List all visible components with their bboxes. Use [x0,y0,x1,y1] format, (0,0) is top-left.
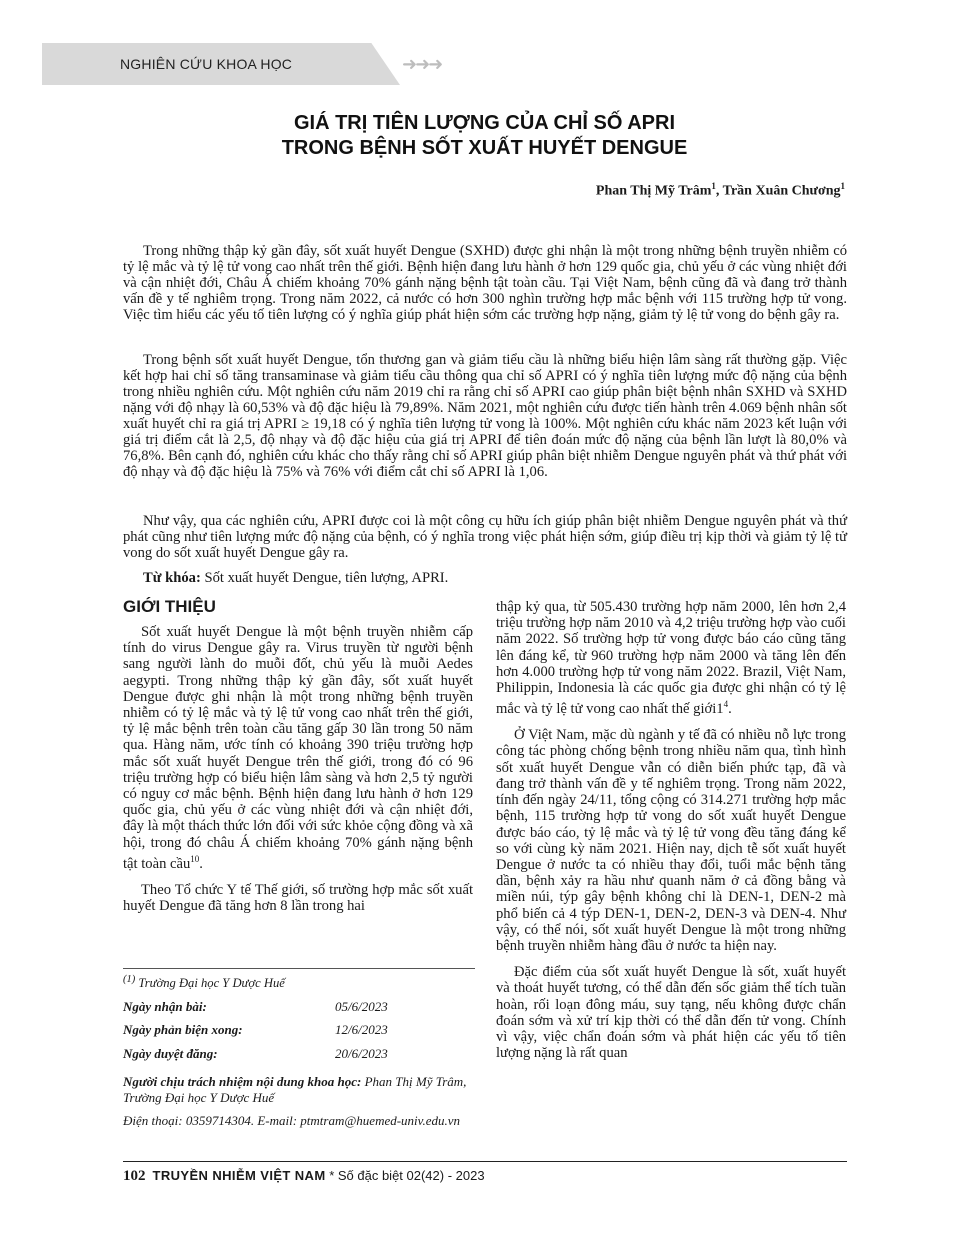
left-paragraph-1-end: . [199,855,203,872]
issue-info: * Số đặc biệt 02(42) - 2023 [325,1168,485,1183]
journal-name: TRUYỀN NHIỄM VIỆT NAM [152,1168,326,1183]
reviewed-date-row [123,1022,388,1038]
keywords-label: Từ khóa: [143,570,201,586]
abstract-paragraph-1-text: Trong những thập kỷ gần đây, sốt xuất huyết Dengue (SXHD) được ghi nhận là một trong những bệnh truyền nhiễm có tỷ lệ mắc và tỷ lệ tử vong cao nhất trên thế giới. Bệnh hiện đang lưu hành ở hơn 129 quốc gia, chủ yếu ở các vùng nhiệt đới và cận nhiệt đới, Châu Á chiếm khoảng 70% gánh nặng bệnh tật toàn cầu. Tại Việt Nam, bệnh cũng đã và đang trở thành vấn đề y tế nghiêm trọng. Trong năm 2022, cả nước có hơn 300 nghìn trường hợp mắc bệnh với 115 trường hợp tử vong. Việc tìm hiểu các yếu tố tiên lượng có ý nghĩa giúp phát hiện sớm các trường hợp nặng, giảm tỷ lệ tử vong do bệnh gây ra. [123,243,847,323]
accepted-label: Ngày duyệt đăng: [123,1046,218,1061]
contact-info: Điện thoại: 0359714304. E-mail: ptmtram@huemed-univ.edu.vn [123,1113,461,1128]
left-paragraph-1-text: Sốt xuất huyết Dengue là một bệnh truyền nhiễm cấp tính do virus Dengue gây ra. Virus truyền từ người bệnh sang người lành do muỗi đốt, chủ yếu là muỗi Aedes aegypti. Trong những thập kỷ gần đây, sốt xuất huyết Dengue được ghi nhận là một trong những bệnh truyền nhiễm có tỷ lệ mắc và tỷ lệ tử vong cao nhất trên thế giới, tỷ lệ mắc bệnh trên toàn cầu tăng gấp 30 lần trong 50 năm qua. Hàng năm, ước tính có khoảng 390 triệu trường hợp mắc sốt xuất huyết Dengue trên thế giới, trong đó có 96 triệu trường hợp có biểu hiện lâm sàng và hơn 2,5 tỷ người có nguy cơ mắc bệnh. Bệnh hiện đang lưu hành ở hơn 129 quốc gia, chủ yếu ở các vùng nhiệt đới và cận nhiệt đới, đây là một thách thức lớn đối với sức khỏe cộng đồng và xã hội, trong đó châu Á chiếm khoảng 70% gánh nặng bệnh tật toàn cầu [123,624,473,872]
accepted-date: 20/6/2023 [335,1046,388,1061]
responsible-person [123,1074,475,1106]
received-date-row [123,999,388,1015]
keywords [143,570,448,587]
citation-sup: 10 [190,853,200,864]
author-2-affiliation: 1 [840,181,845,191]
affiliation-text: Trường Đại học Y Dược Huế [135,976,285,991]
responsible-label: Người chịu trách nhiệm nội dung khoa học: [123,1074,362,1089]
right-paragraph-1-end: . [728,701,732,718]
abstract-paragraph-3 [123,513,847,561]
page-number: 102 [123,1168,146,1184]
affiliation-marker: (1) [123,974,136,985]
received-label: Ngày nhận bài: [123,999,207,1014]
accepted-date-row [123,1046,388,1062]
right-paragraph-2: Ở Việt Nam, mặc dù ngành y tế đã có nhiều nỗ lực trong công tác phòng chống bệnh trong nhiều năm qua, tình hình sốt xuất huyết Dengue vẫn có diễn biến phức tạp, đã và đang trở thành vấn đề y tế nghiêm trọng. Trong năm 2022, tính đến ngày 24/11, tổng cộng có 314.271 trường hợp mắc bệnh, 115 trường hợp tử vong do sốt xuất huyết Dengue được báo cáo, tỷ lệ mắc và tỷ lệ tử vong đều tăng đáng kể so với cùng kỳ năm 2021. Hiện nay, dịch tễ sốt xuất huyết Dengue ở nước ta có nhiều thay đổi, tuổi mắc bệnh tăng dần, bệnh xảy ra hầu như quanh năm ở cả đồng bằng và miền núi, týp gây bệnh không chỉ là DEN-1, DEN-2 mà phổ biến cả 4 týp DEN-1, DEN-2, DEN-3 và DEN-4. Như vậy, có thể nói, sốt xuất huyết Dengue là một trong những bệnh truyền nhiễm hàng đầu ở nước ta hiện nay. [496,727,846,954]
footer [123,1168,485,1185]
left-paragraph-2: Theo Tổ chức Y tế Thế giới, số trường hợp mắc sốt xuất huyết Dengue đã tăng hơn 8 lần trong hai [123,881,473,915]
left-paragraph-1 [123,624,473,872]
arrow-decoration-icon: ➜➜➜ [402,54,442,75]
authors [596,181,845,200]
responsible-text: Phan Thị Mỹ Trâm, Trường Đại học Y Dược Huế [123,1074,467,1105]
right-paragraph-1-text: thập kỷ qua, từ 505.430 trường hợp năm 2000, lên hơn 2,4 triệu trường hợp năm 2010 và 4,2 triệu trường hợp vào cuối năm 2022. Số trường hợp tử vong được báo cáo cũng tăng lên đáng kể, từ 960 trường hợp năm 2000 và tăng lên đến hơn 4.000 trường hợp tử vong năm 2022. Brazil, Việt Nam, Philippin, Indonesia là các quốc gia được ghi nhận có tỷ lệ mắc và tỷ lệ tử vong cao nhất thế giới1 [496,599,846,718]
article-title-line-2: TRONG BỆNH SỐT XUẤT HUYẾT DENGUE [281,137,688,159]
citation-sup: 4 [723,699,729,710]
abstract-paragraph-3-text: Như vậy, qua các nghiên cứu, APRI được coi là một công cụ hữu ích giúp phân biệt nhiễm Dengue nguyên phát và thứ phát cũng như tiên lượng mức độ nặng của bệnh, có ý nghĩa trong việc phát hiện sớm, giúp điều trị kịp thời và giảm tỷ lệ tử vong do sốt xuất huyết Dengue gây ra. [123,513,847,561]
section-label: NGHIÊN CỨU KHOA HỌC [120,56,293,72]
footer-divider [123,1161,847,1162]
left-column [123,624,473,924]
author-separator: , [715,183,723,199]
abstract-paragraph-1 [123,243,847,323]
reviewed-label: Ngày phản biện xong: [123,1022,243,1037]
affiliation [123,974,475,991]
author-2: Trần Xuân Chương [722,183,841,199]
right-column [496,599,846,1071]
abstract-paragraph-2 [123,352,847,480]
received-date: 05/6/2023 [335,999,388,1014]
author-1-affiliation: 1 [711,181,716,191]
right-paragraph-1 [496,599,846,717]
intro-heading: GIỚI THIỆU [123,597,216,616]
reviewed-date: 12/6/2023 [335,1022,388,1037]
right-paragraph-3: Đặc điểm của sốt xuất huyết Dengue là sốt, xuất huyết và thoát huyết tương, có thể dẫn đến sốc giảm thể tích tuần hoàn, rối loạn đông máu, suy tạng, nếu không được chẩn đoán sớm và xử trí kịp thời có thể dẫn đến tử vong. Chính vì vậy, việc chẩn đoán sớm và phát hiện các yếu tố tiên lượng nặng là rất quan [496,964,846,1062]
article-title-line-1: GIÁ TRỊ TIÊN LƯỢNG CỦA CHỈ SỐ APRI [293,112,676,134]
footnote-divider [123,968,475,969]
author-1: Phan Thị Mỹ Trâm [595,183,712,199]
abstract-paragraph-2-text: Trong bệnh sốt xuất huyết Dengue, tổn thương gan và giảm tiểu cầu là những biểu hiện lâm sàng rất thường gặp. Việc kết hợp hai chỉ số tăng transaminase và giảm tiểu cầu thông qua chỉ số APRI có ý nghĩa tiên lượng mức độ nặng của bệnh trong nhiều nghiên cứu. Một nghiên cứu năm 2019 chỉ ra rằng chỉ số APRI cao giúp phân biệt bệnh nhân SXHD và SXHD nặng với độ nhạy là 60,53% và độ đặc hiệu là 79,89%. Năm 2021, một nghiên cứu được tiến hành trên 4.069 bệnh nhân sốt xuất huyết chỉ ra giá trị APRI ≥ 19,18 có ý nghĩa tiên lượng tử vong là 100%. Một nghiên cứu khác năm 2023 kết luận với giá trị điểm cắt là 2,5, độ nhạy và độ đặc hiệu của giá trị APRI để tiên đoán mức độ nặng của bệnh lần lượt là 80,0% và 76,8%. Bên cạnh đó, nghiên cứu khác cho thấy rằng chỉ số APRI giúp phân biệt nhiễm Dengue nguyên phát và thứ phát với độ nhạy và độ đặc hiệu là 75% và 76% với điểm cắt chỉ số APRI là 1,06. [123,352,847,480]
keywords-text: Sốt xuất huyết Dengue, tiên lượng, APRI. [200,570,449,586]
